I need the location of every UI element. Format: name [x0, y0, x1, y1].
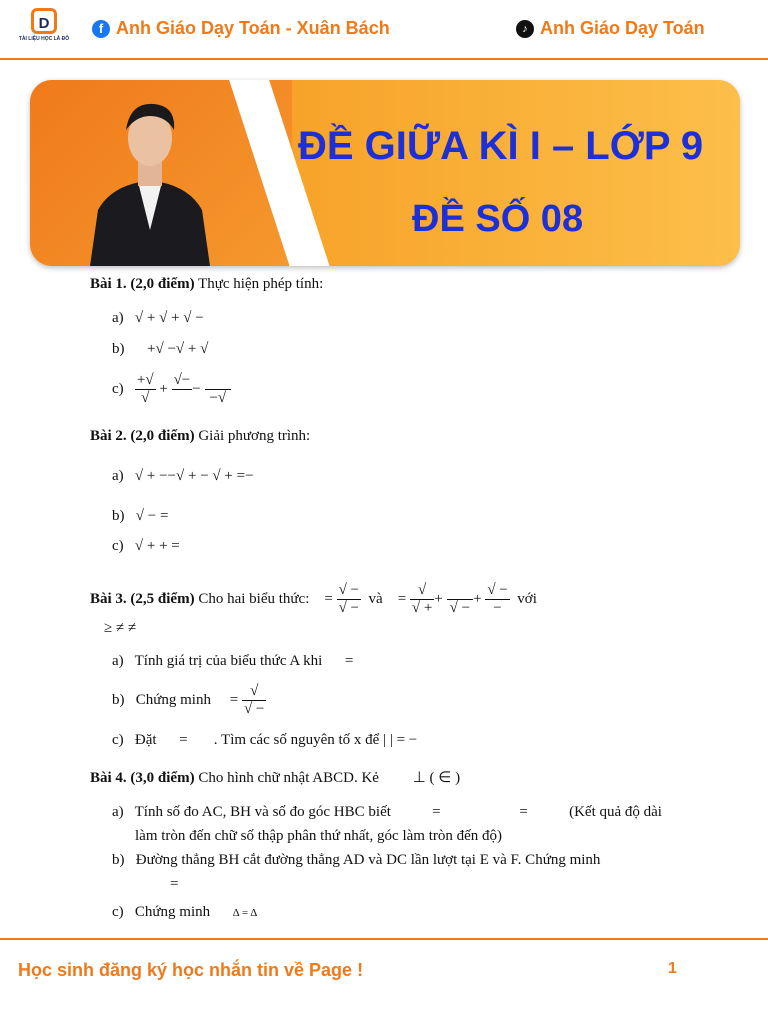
problem-3c: c) Đặt = . Tìm các số nguyên tố x để | | = − [112, 732, 418, 748]
tiktok-link[interactable] [516, 18, 705, 39]
fraction: $\frac{√ -}{√ -}$ [338, 582, 360, 616]
problem-3a: a) Tính giá trị của biểu thức A khi = [112, 653, 354, 669]
fraction: $\frac{+√}{√}$ [136, 372, 154, 406]
problem-1b: b) +√ −√ + √ [112, 341, 209, 357]
page-header [0, 0, 768, 60]
problem-1a: a) √ + √ + √ − [112, 310, 204, 326]
teacher-photo [80, 90, 220, 266]
title-banner [30, 80, 740, 266]
fraction: −√ [205, 372, 232, 407]
fraction: $\frac{√ -}{-}$ [487, 582, 508, 616]
problem-4a: a) Tính số đo AC, BH và số đo góc HBC biết = = (Kết quả độ dài [112, 804, 662, 820]
header-divider [0, 58, 768, 60]
footer-divider [0, 938, 768, 940]
brand-logo[interactable] [14, 8, 74, 48]
problem-3-heading: Bài 3. (2,5 điểm) Cho hai biểu thức: = $\frac{√ -}{√ -}$ và = $\frac{√}{√ +}$ + √ − + $\frac{√ -}{-}$ với [90, 582, 537, 616]
problem-4b-equation: = [170, 876, 179, 892]
problem-4b: b) Đường thẳng BH cắt đường thẳng AD và DC lần lượt tại E và F. Chứng minh [112, 852, 601, 868]
problem-3-condition: ≥ ≠ ≠ [104, 620, 137, 636]
exam-title: ĐỀ GIỮA KÌ I – LỚP 9 [298, 124, 704, 168]
problem-2a: a) √ + −−√ + − √ + =− [112, 468, 254, 484]
problem-1c: c) $\frac{+√}{√}$ + √− − −√ [112, 372, 231, 407]
facebook-label: Anh Giáo Dạy Toán - Xuân Bách [116, 18, 390, 38]
fraction: √− [173, 372, 191, 388]
fraction: √ − [447, 582, 474, 617]
problem-4a-continued: làm tròn đến chữ số thập phân thứ nhất, góc làm tròn đến độ) [135, 828, 503, 844]
problem-2c: c) √ + + = [112, 538, 180, 554]
logo-mark: D [31, 8, 57, 34]
problem-3b: b) Chứng minh = $\frac{√}{√ -}$ [112, 683, 265, 717]
logo-caption: TÀI LIỆU HỌC LÀ ĐÔ [18, 36, 70, 42]
page-number: 1 [668, 960, 677, 977]
facebook-link[interactable] [92, 18, 390, 39]
footer-message: Học sinh đăng ký học nhắn tin về Page ! [18, 960, 364, 980]
problem-2-heading: Bài 2. (2,0 điểm) Giải phương trình: [90, 428, 311, 444]
fraction: $\frac{√}{√ -}$ [243, 683, 265, 717]
problem-2b: b) √ − = [112, 508, 169, 524]
facebook-icon: f [92, 20, 110, 38]
tiktok-icon: ♪ [516, 20, 534, 38]
exam-number: ĐỀ SỐ 08 [412, 198, 584, 240]
problem-4c: c) Chứng minh Δ = Δ [112, 904, 258, 920]
tiktok-label: Anh Giáo Dạy Toán [540, 18, 705, 38]
problem-4-heading: Bài 4. (3,0 điểm) Cho hình chữ nhật ABCD. Kẻ ⊥ ( ∈ ) [90, 770, 461, 786]
fraction: $\frac{√}{√ +}$ [411, 582, 433, 616]
problem-1-heading: Bài 1. (2,0 điểm) Thực hiện phép tính: [90, 276, 324, 292]
